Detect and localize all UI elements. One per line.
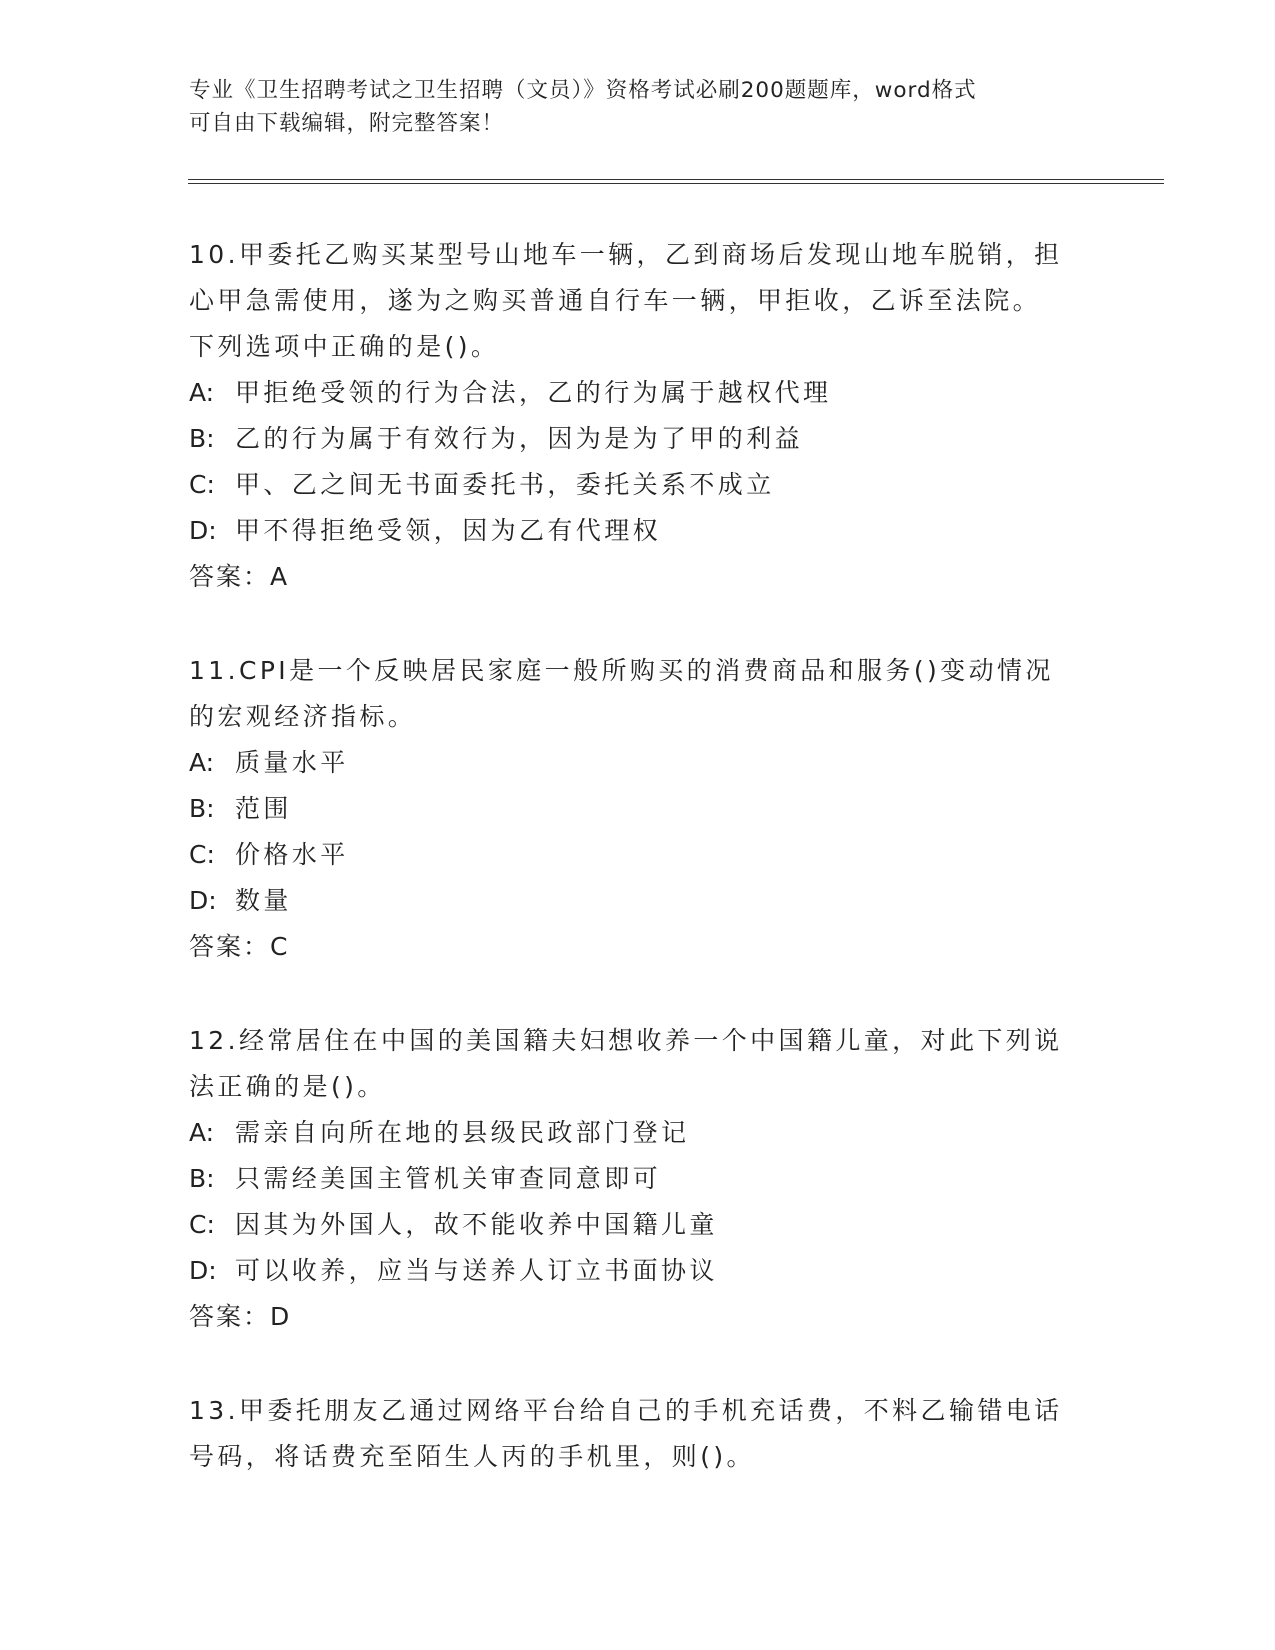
option-d [189,878,1089,924]
question-stem-line: 12.经常居住在中国的美国籍夫妇想收养一个中国籍儿童，对此下列说 [189,1026,1063,1055]
option-text: 需亲自向所在地的县级民政部门登记 [235,1118,690,1147]
question-stem-line: 号码，将话费充至陌生人丙的手机里，则()。 [189,1442,755,1471]
option-d [189,1248,1089,1294]
question-stem-line: 13.甲委托朋友乙通过网络平台给自己的手机充话费，不料乙输错电话 [189,1396,1063,1425]
option-key: A: [189,1118,215,1147]
option-text: 数量 [235,886,292,915]
header-divider [188,179,1164,180]
option-text: 范围 [235,794,292,823]
answer-line: 答案：D [189,1302,292,1331]
option-key: B: [189,1164,215,1193]
question-stem-line: 下列选项中正确的是()。 [189,332,500,361]
option-b [189,416,1089,462]
option-c [189,1202,1089,1248]
question-stem-line: 的宏观经济指标。 [189,702,417,731]
option-b [189,1156,1089,1202]
option-b [189,786,1089,832]
option-key: B: [189,794,215,823]
document-header [189,74,1089,140]
option-a [189,370,1089,416]
question-stem-line: 11.CPI是一个反映居民家庭一般所购买的消费商品和服务()变动情况 [189,656,1054,685]
header-line: 可自由下载编辑，附完整答案！ [189,111,505,136]
question-item [189,648,1089,970]
option-a [189,1110,1089,1156]
option-a [189,740,1089,786]
question-item [189,1388,1089,1480]
option-key: C: [189,470,215,499]
option-text: 甲、乙之间无书面委托书，委托关系不成立 [235,470,775,499]
question-stem-line: 心甲急需使用，遂为之购买普通自行车一辆，甲拒收，乙诉至法院。 [189,286,1042,315]
option-key: D: [189,886,217,915]
question-list [189,232,1089,1528]
option-text: 甲拒绝受领的行为合法，乙的行为属于越权代理 [235,378,832,407]
header-divider [188,183,1164,184]
header-line: 专业《卫生招聘考试之卫生招聘（文员）》资格考试必刷200题题库，word格式 [189,78,977,103]
option-text: 只需经美国主管机关审查同意即可 [235,1164,662,1193]
option-c [189,462,1089,508]
question-stem-line: 法正确的是()。 [189,1072,386,1101]
question-item [189,1018,1089,1340]
option-key: A: [189,378,215,407]
option-key: C: [189,1210,215,1239]
answer-line: 答案：C [189,932,290,961]
option-key: B: [189,424,215,453]
option-c [189,832,1089,878]
question-item [189,232,1089,600]
option-text: 因其为外国人，故不能收养中国籍儿童 [235,1210,718,1239]
option-key: C: [189,840,215,869]
option-text: 甲不得拒绝受领，因为乙有代理权 [235,516,662,545]
answer-line: 答案：A [189,562,290,591]
option-text: 价格水平 [235,840,349,869]
option-text: 可以收养，应当与送养人订立书面协议 [235,1256,718,1285]
option-key: D: [189,516,217,545]
option-d [189,508,1089,554]
option-text: 质量水平 [235,748,349,777]
option-key: D: [189,1256,217,1285]
question-stem-line: 10.甲委托乙购买某型号山地车一辆，乙到商场后发现山地车脱销，担 [189,240,1063,269]
option-key: A: [189,748,215,777]
option-text: 乙的行为属于有效行为，因为是为了甲的利益 [235,424,804,453]
